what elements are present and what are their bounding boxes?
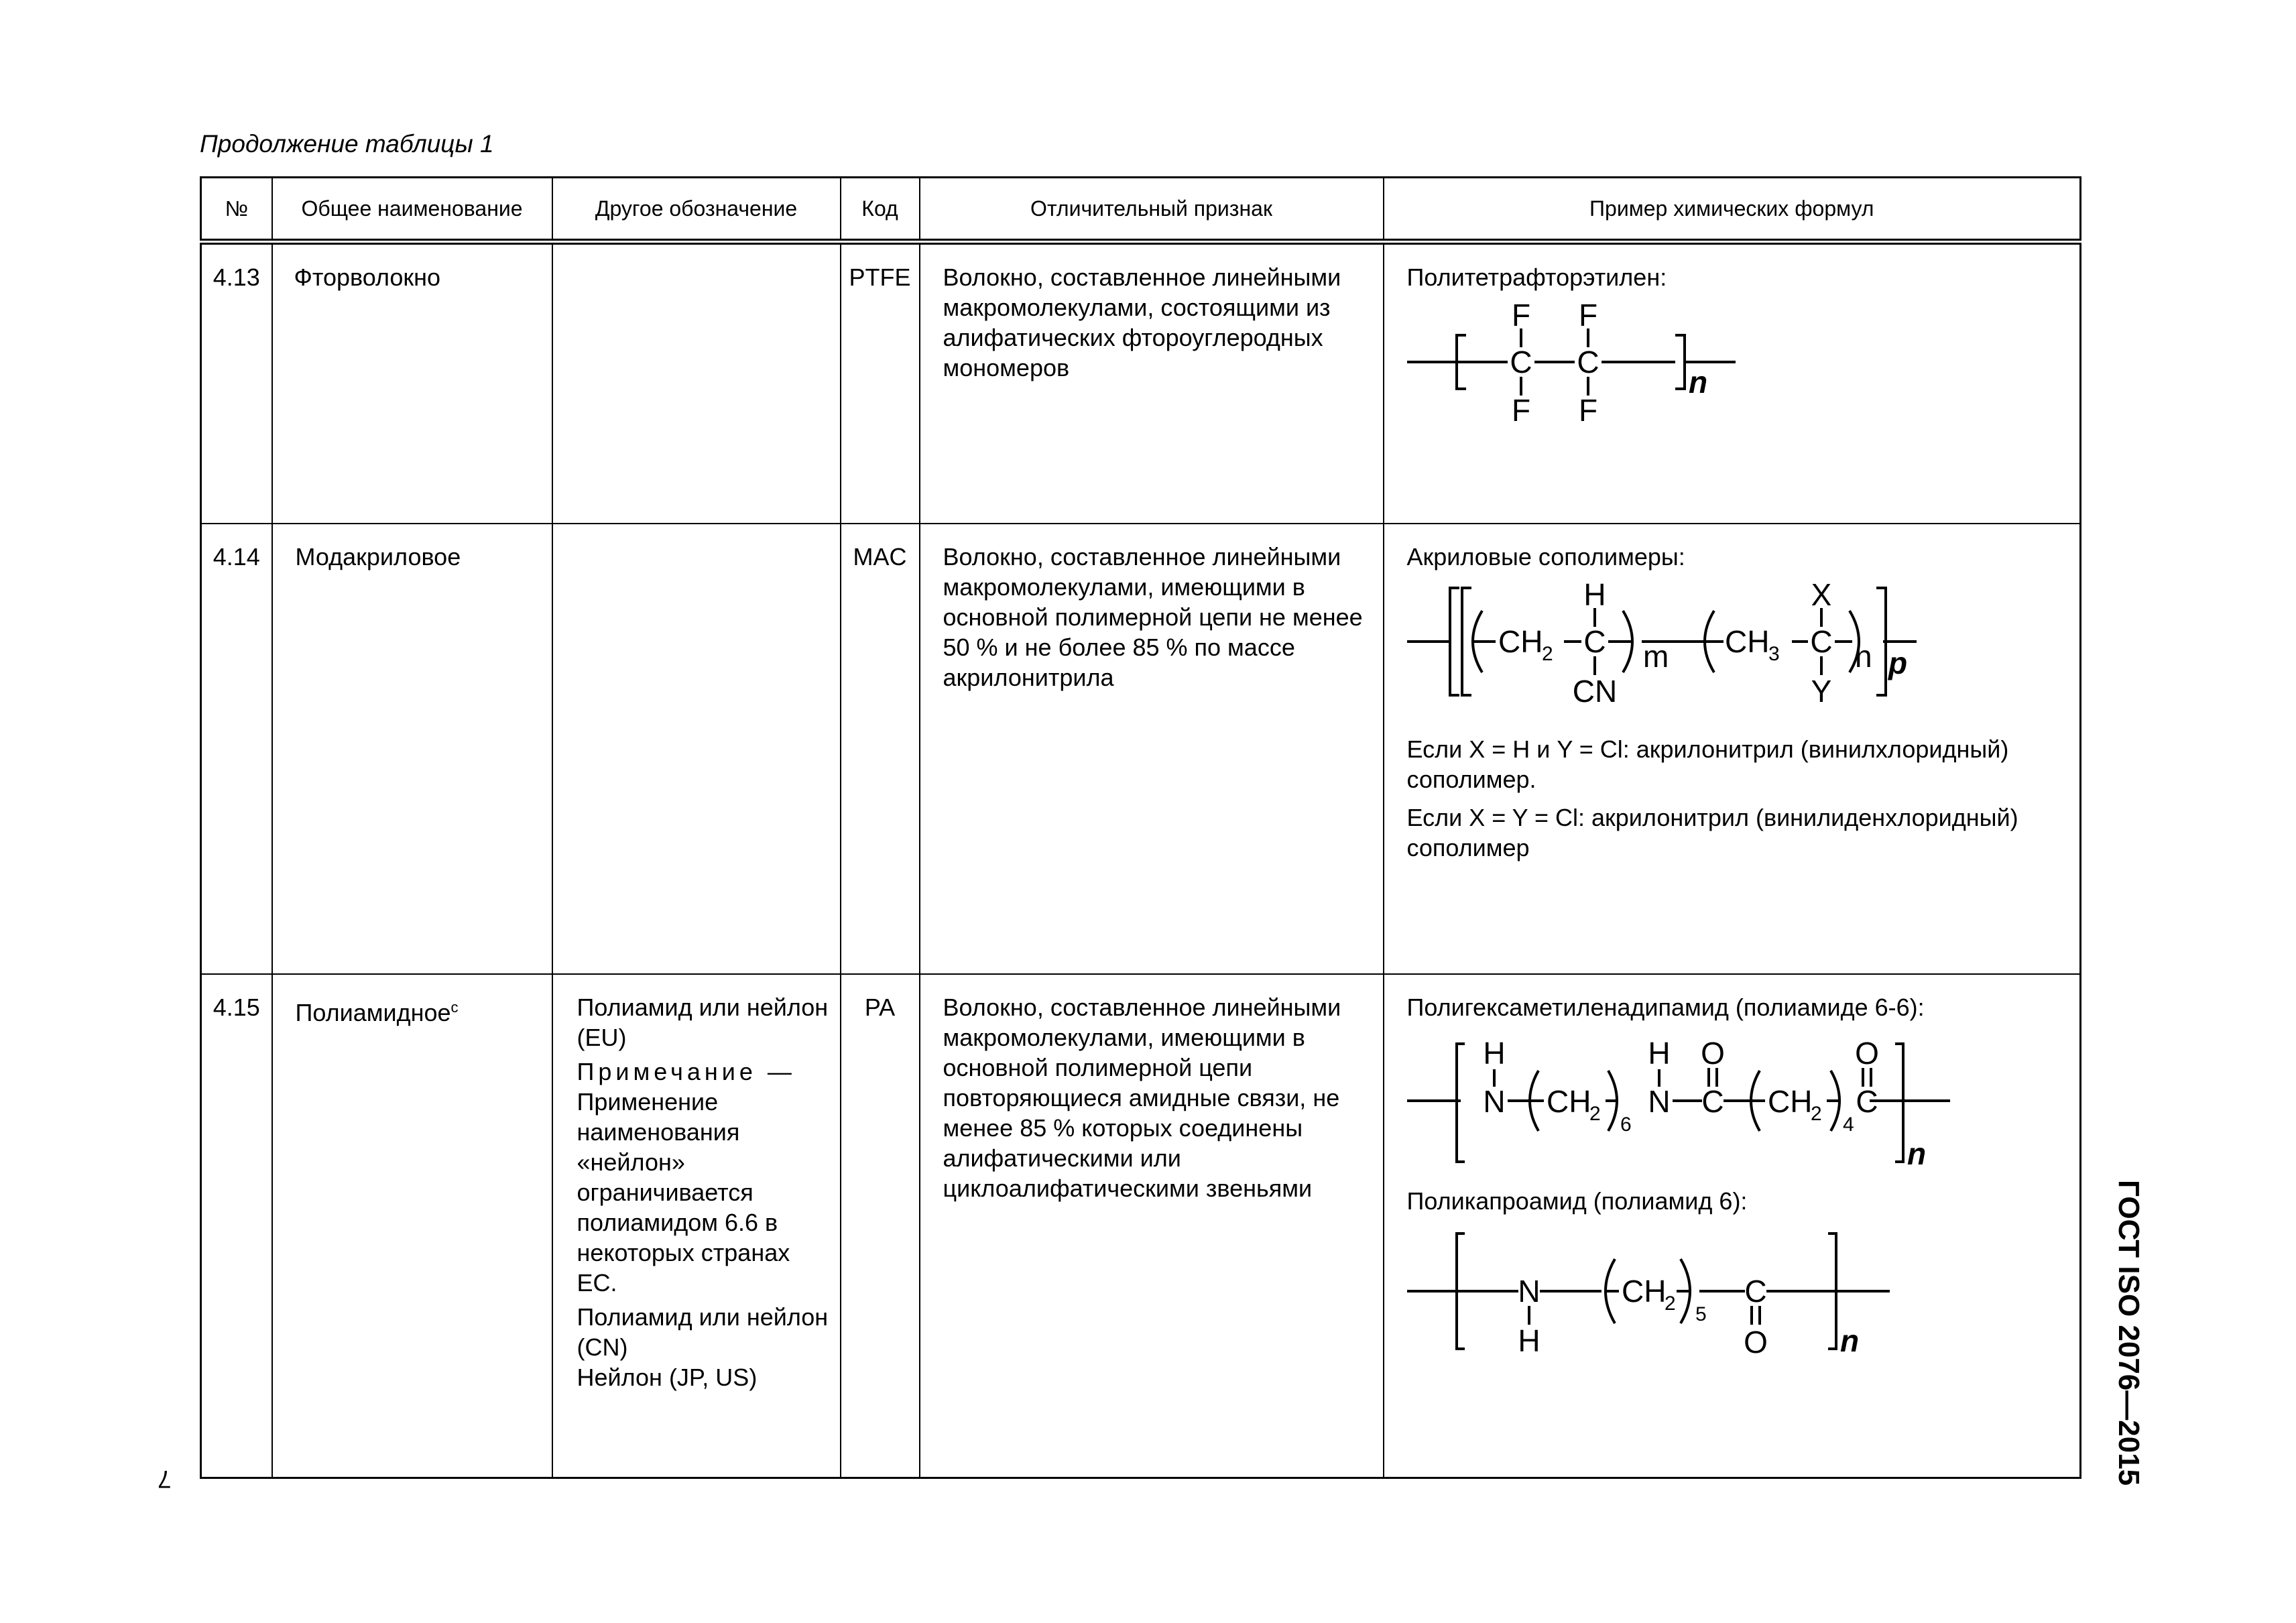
header-distinctive-feature: Отличительный признак [920, 178, 1384, 242]
row-formula-cell [1384, 524, 2081, 974]
repeat-index: n [1688, 365, 1707, 400]
formula-title: Акриловые сополимеры: [1406, 542, 1685, 570]
atom-label: C [1576, 345, 1599, 379]
atom-label: N [1482, 1083, 1506, 1119]
footnote-marker: c [450, 998, 459, 1016]
row-code: MAC [853, 542, 907, 570]
row-code: PTFE [849, 263, 911, 291]
row-name: Полиамидное [295, 998, 451, 1026]
atom-label: H [1482, 1035, 1506, 1071]
row-name-cell [272, 974, 552, 1478]
atom-label: C [1509, 345, 1532, 379]
other-note [577, 1057, 833, 1298]
atom-label: O [1743, 1324, 1768, 1360]
repeat-index: m [1642, 638, 1669, 674]
row-number-cell [201, 974, 272, 1478]
formula-note: Если X = Y = Cl: акрилонитрил (винилиденхлоридный) сополимер [1406, 803, 2018, 861]
formula-title: Поликапроамид (полиамид 6): [1406, 1187, 1748, 1215]
row-feature-cell [920, 974, 1384, 1478]
atom-label: C [1855, 1083, 1878, 1119]
nylon6-structural-formula [1407, 1224, 1943, 1378]
standard-designation: ГОСТ ISO 2076—2015 [2112, 1180, 2145, 1486]
atom-label: F [1578, 393, 1597, 428]
group-label: CN [1572, 673, 1617, 709]
atom-label: O [1700, 1035, 1725, 1071]
row-code: PA [864, 993, 896, 1021]
repeat-index: n [1839, 1323, 1859, 1358]
header-code: Код [841, 178, 920, 242]
modacrylic-structural-formula [1407, 580, 1917, 727]
atom-label: N [1517, 1273, 1540, 1309]
formula-note: Если X = H и Y = Cl: акрилонитрил (винилхлоридный) сополимер. [1406, 735, 2009, 793]
atom-label: H [1583, 579, 1606, 612]
row-other-cell [552, 242, 841, 524]
subscript: 2 [1810, 1102, 1822, 1125]
row-name: Фторволокно [294, 263, 441, 291]
row-number: 4.15 [213, 993, 260, 1021]
atom-label: C [1701, 1083, 1724, 1119]
header-other-designation: Другое обозначение [552, 178, 841, 242]
atom-label: H [1647, 1035, 1671, 1071]
group-label: CH [1498, 623, 1543, 659]
atom-label: F [1511, 393, 1530, 428]
row-other-cell [552, 974, 841, 1478]
row-name-cell [272, 524, 552, 974]
atom-label: C [1809, 623, 1833, 659]
row-feature: Волокно, составленное линейными макромолекулами, имеющими в основной полимерной цепи повторяющиеся амидные связи, не менее 85 % которых соединены алифатическими или циклоалифатическими звеньями [943, 993, 1341, 1202]
row-formula-cell [1384, 242, 2081, 524]
other-designation: Полиамид или нейлон (CN) [577, 1303, 829, 1361]
repeat-index: n [1907, 1136, 1926, 1171]
group-label: CH [1621, 1273, 1666, 1309]
other-designation: Нейлон (JP, US) [577, 1363, 758, 1391]
atom-label: C [1583, 623, 1606, 659]
row-number-cell [201, 524, 272, 974]
row-code-cell [841, 242, 920, 524]
row-other-cell [552, 524, 841, 974]
table-header-row [201, 178, 2081, 242]
group-label: CH [1546, 1083, 1591, 1119]
header-common-name: Общее наименование [272, 178, 552, 242]
row-feature-cell [920, 524, 1384, 974]
row-number-cell [201, 242, 272, 524]
row-feature-cell [920, 242, 1384, 524]
fiber-table [200, 176, 2081, 1479]
atom-label: Y [1811, 673, 1831, 709]
row-name-block [273, 975, 552, 1028]
ptfe-structural-formula [1407, 300, 1783, 434]
page-number: 7 [158, 1465, 172, 1493]
atom-label: C [1744, 1273, 1767, 1309]
table-row [201, 974, 2081, 1478]
row-formula-cell [1384, 974, 2081, 1478]
atom-label: H [1517, 1323, 1540, 1358]
header-number: № [201, 178, 272, 242]
atom-label: N [1647, 1083, 1671, 1119]
table-row [201, 242, 2081, 524]
note-label: Примечание — [577, 1057, 796, 1085]
row-number: 4.13 [213, 263, 260, 291]
header-formula-example: Пример химических формул [1384, 178, 2081, 242]
subscript: 2 [1541, 642, 1553, 665]
subscript: 3 [1768, 642, 1780, 665]
repeat-index: 4 [1842, 1113, 1854, 1136]
atom-label: F [1511, 300, 1530, 333]
formula-title: Полигексаметиленадипамид (полиамиде 6-6): [1406, 993, 1925, 1021]
row-code-cell [841, 974, 920, 1478]
note-text: Применение наименования «нейлон» ограничивается полиамидом 6.6 в некоторых странах ЕС. [577, 1087, 790, 1297]
row-feature: Волокно, составленное линейными макромолекулами, имеющими в основной полимерной цепи не менее 50 % и не более 85 % по массе акрилонитрила [943, 542, 1363, 691]
repeat-index: n [1854, 638, 1872, 674]
repeat-index: 5 [1695, 1303, 1707, 1325]
table-row [201, 524, 2081, 974]
subscript: 2 [1589, 1102, 1601, 1125]
atom-label: O [1854, 1035, 1879, 1071]
group-label: CH [1767, 1083, 1812, 1119]
group-label: CH [1724, 623, 1769, 659]
subscript: 2 [1664, 1292, 1676, 1315]
row-number: 4.14 [213, 542, 260, 570]
row-name: Модакриловое [295, 542, 461, 570]
nylon66-structural-formula [1407, 1030, 1997, 1178]
row-feature: Волокно, составленное линейными макромолекулами, состоящими из алифатических фтороуглеродных мономеров [943, 263, 1341, 381]
repeat-index: 6 [1620, 1113, 1632, 1136]
atom-label: F [1578, 300, 1597, 333]
repeat-index: p [1888, 645, 1907, 680]
table-caption: Продолжение таблицы 1 [200, 130, 494, 158]
atom-label: X [1811, 579, 1831, 612]
row-name-cell [272, 242, 552, 524]
row-code-cell [841, 524, 920, 974]
formula-title: Политетрафторэтилен: [1406, 263, 1667, 291]
other-designation: Полиамид или нейлон (EU) [577, 993, 829, 1051]
